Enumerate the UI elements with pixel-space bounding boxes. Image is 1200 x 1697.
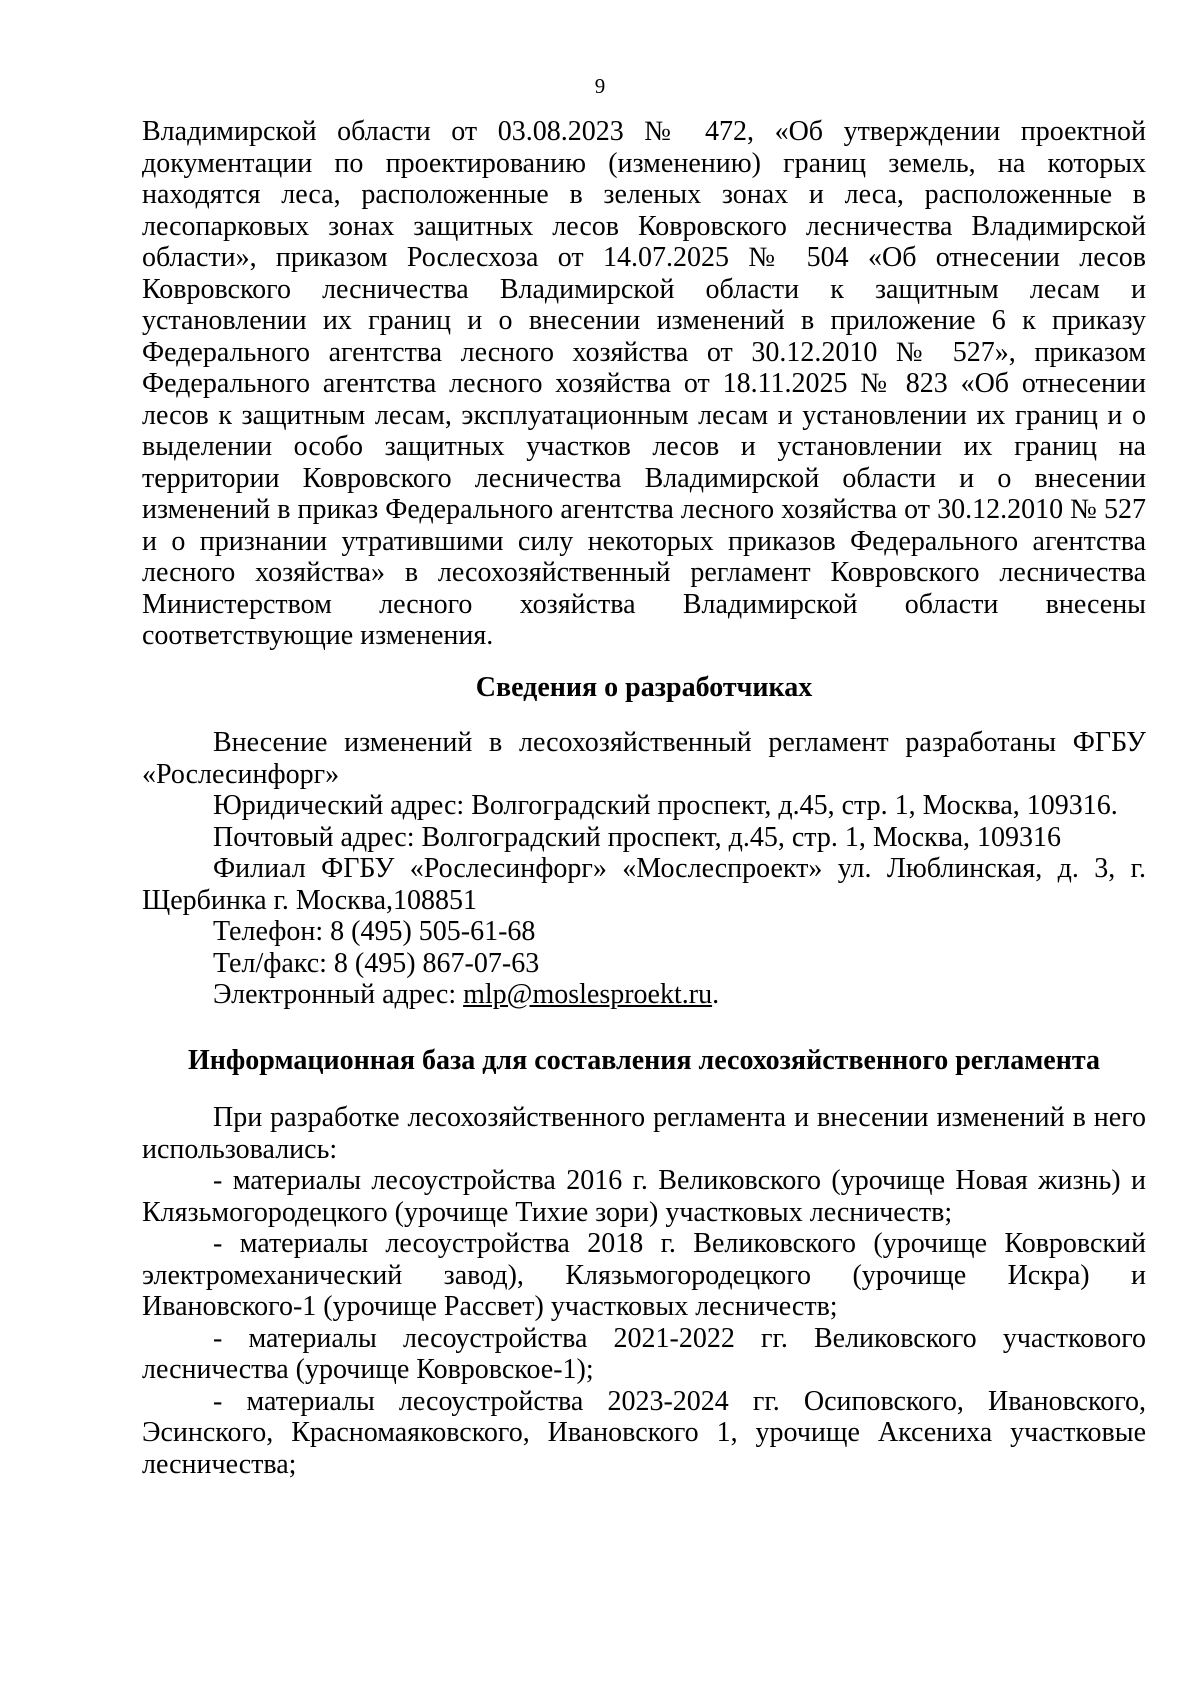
- developers-intro: Внесение изменений в лесохозяйственный регламент разработаны ФГБУ «Рослесинфорг»: [142, 727, 1146, 790]
- branch-address: Филиал ФГБУ «Рослесинфорг» «Мослеспроект» ул. Люблинская, д. 3, г. Щербинка г. Москва,108851: [142, 853, 1146, 916]
- email-line: [142, 979, 1146, 1011]
- developers-heading: Сведения о разработчиках: [475, 671, 813, 703]
- intro-paragraph: Владимирской области от 03.08.2023 № 472, «Об утверждении проектной документации по проектированию (изменению) границ земель, на которых находятся леса, расположенные в зеленых зонах и леса, расположенные в лесопарковых зонах защитных лесов Ковровского лесничества Владимирской области», приказом Рослесхоза от 14.07.2025 № 504 «Об отнесении лесов Ковровского лесничества Владимирской области к защитным лесам и установлении их границ и о внесении изменений в приложение 6 к приказу Федерального агентства лесного хозяйства от 30.12.2010 № 527», приказом Федерального агентства лесного хозяйства от 18.11.2025 № 823 «Об отнесении лесов к защитным лесам, эксплуатационным лесам и установлении их границ и о выделении особо защитных участков лесов и установлении их границ на территории Ковровского лесничества Владимирской области и о внесении изменений в приказ Федерального агентства лесного хозяйства от 30.12.2010 № 527 и о признании утратившими силу некоторых приказов Федерального агентства лесного хозяйства» в лесохозяйственный регламент Ковровского лесничества Министерством лесного хозяйства Владимирской области внесены соответствующие изменения.: [142, 116, 1146, 651]
- list-item: - материалы лесоустройства 2023-2024 гг. Осиповского, Ивановского, Эсинского, Красномаяковского, Ивановского 1, урочище Аксениха участковые лесничества;: [142, 1385, 1146, 1480]
- fax-line: Тел/факс: 8 (495) 867-07-63: [213, 947, 540, 979]
- list-item: - материалы лесоустройства 2016 г. Великовского (урочище Новая жизнь) и Клязьмогородецкого (урочище Тихие зори) участковых лесничеств;: [142, 1165, 1146, 1228]
- phone-line: Телефон: 8 (495) 505-61-68: [213, 916, 536, 947]
- list-item: - материалы лесоустройства 2018 г. Великовского (урочище Ковровский электромеханический завод), Клязьмогородецкого (урочище Искра) и Ивановского-1 (урочище Рассвет) участковых лесничеств;: [142, 1228, 1146, 1322]
- list-item: - материалы лесоустройства 2021-2022 гг. Великовского участкового лесничества (урочище Ковровское-1);: [142, 1322, 1146, 1385]
- legal-address: Юридический адрес: Волгоградский проспект, д.45, стр. 1, Москва, 109316.: [213, 790, 1118, 821]
- info-base-intro: При разработке лесохозяйственного регламента и внесении изменений в него использовались:: [142, 1102, 1146, 1165]
- email-link[interactable]: mlp@moslesproekt.ru: [463, 979, 713, 1010]
- email-suffix: .: [712, 979, 720, 1010]
- page-number: 9: [594, 74, 606, 98]
- email-label: Электронный адрес:: [213, 979, 464, 1010]
- postal-address: Почтовый адрес: Волгоградский проспект, д.45, стр. 1, Москва, 109316: [213, 821, 1062, 853]
- document-body: [142, 116, 1146, 1480]
- info-base-heading: Информационная база для составления лесохозяйственного регламента: [188, 1044, 1100, 1076]
